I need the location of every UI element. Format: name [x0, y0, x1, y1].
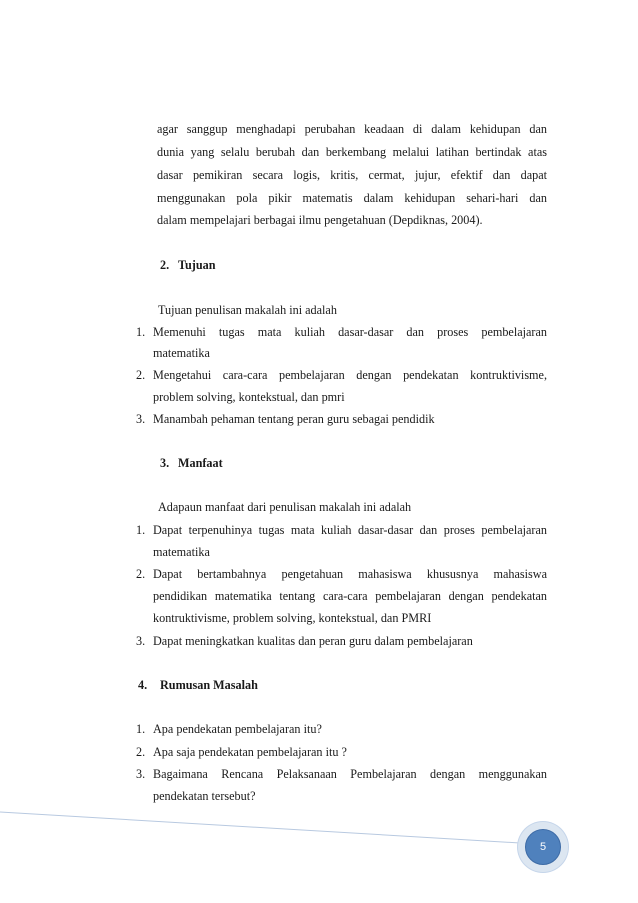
section4-title: Rumusan Masalah: [160, 678, 258, 692]
section3-title: Manfaat: [178, 456, 223, 470]
section3-item-1-number: 1.: [136, 523, 146, 537]
intro-line-1: agar sanggup menghadapi perubahan keadaan di dalam kehidupan dan: [157, 122, 547, 136]
page-number-badge: [518, 822, 568, 872]
section2-item-1-number: 1.: [136, 325, 146, 339]
section4-item-3-number: 3.: [136, 767, 146, 781]
section2-item-3-number: 3.: [136, 412, 146, 426]
section2-item-2-line-1: Mengetahui cara-cara pembelajaran dengan pendekatan kontruktivisme,: [153, 368, 547, 382]
section4-item-3-line-1: Bagaimana Rencana Pelaksanaan Pembelajaran dengan menggunakan: [153, 767, 547, 781]
section4-item-1-line-1: Apa pendekatan pembelajaran itu?: [153, 722, 322, 736]
intro-line-4: menggunakan pola pikir matematis dalam kehidupan sehari-hari dan: [157, 191, 547, 205]
section3-item-2-line-1: Dapat bertambahnya pengetahuan mahasiswa khususnya mahasiswa: [153, 567, 547, 581]
section2-item-3-line-1: Manambah pehaman tentang peran guru sebagai pendidik: [153, 412, 435, 426]
section3-item-3-line-1: Dapat meningkatkan kualitas dan peran guru dalam pembelajaran: [153, 634, 473, 648]
section2-number: 2.: [160, 258, 170, 272]
intro-line-5: dalam mempelajari berbagai ilmu pengetahuan (Depdiknas, 2004).: [157, 213, 483, 227]
section4-item-2-line-1: Apa saja pendekatan pembelajaran itu ?: [153, 745, 347, 759]
section3-intro: Adapaun manfaat dari penulisan makalah ini adalah: [158, 500, 412, 514]
section3-item-2-line-2: pendidikan matematika tentang cara-cara pembelajaran dengan pendekatan: [153, 589, 547, 603]
section4-item-1-number: 1.: [136, 722, 146, 736]
intro-line-2: dunia yang selalu berubah dan berkembang melalui latihan bertindak atas: [157, 145, 547, 159]
page-number: 5: [525, 829, 561, 865]
section3-item-2-number: 2.: [136, 567, 146, 581]
section2-intro: Tujuan penulisan makalah ini adalah: [158, 303, 337, 317]
section3-item-1-line-2: matematika: [153, 545, 210, 559]
intro-line-3: dasar pemikiran secara logis, kritis, cermat, jujur, efektif dan dapat: [157, 168, 547, 182]
section3-item-1-line-1: Dapat terpenuhinya tugas mata kuliah dasar-dasar dan proses pembelajaran: [153, 523, 547, 537]
section3-item-3-number: 3.: [136, 634, 146, 648]
section2-title: Tujuan: [178, 258, 216, 272]
section3-number: 3.: [160, 456, 170, 470]
section2-item-1-line-2: matematika: [153, 346, 210, 360]
section4-item-2-number: 2.: [136, 745, 146, 759]
section4-item-3-line-2: pendekatan tersebut?: [153, 789, 256, 803]
section2-item-2-line-2: problem solving, kontekstual, dan pmri: [153, 390, 345, 404]
section2-item-2-number: 2.: [136, 368, 146, 382]
section2-item-1-line-1: Memenuhi tugas mata kuliah dasar-dasar dan proses pembelajaran: [153, 325, 547, 339]
section3-item-2-line-3: kontruktivisme, problem solving, kontekstual, dan PMRI: [153, 611, 432, 625]
section4-number: 4.: [138, 678, 148, 692]
